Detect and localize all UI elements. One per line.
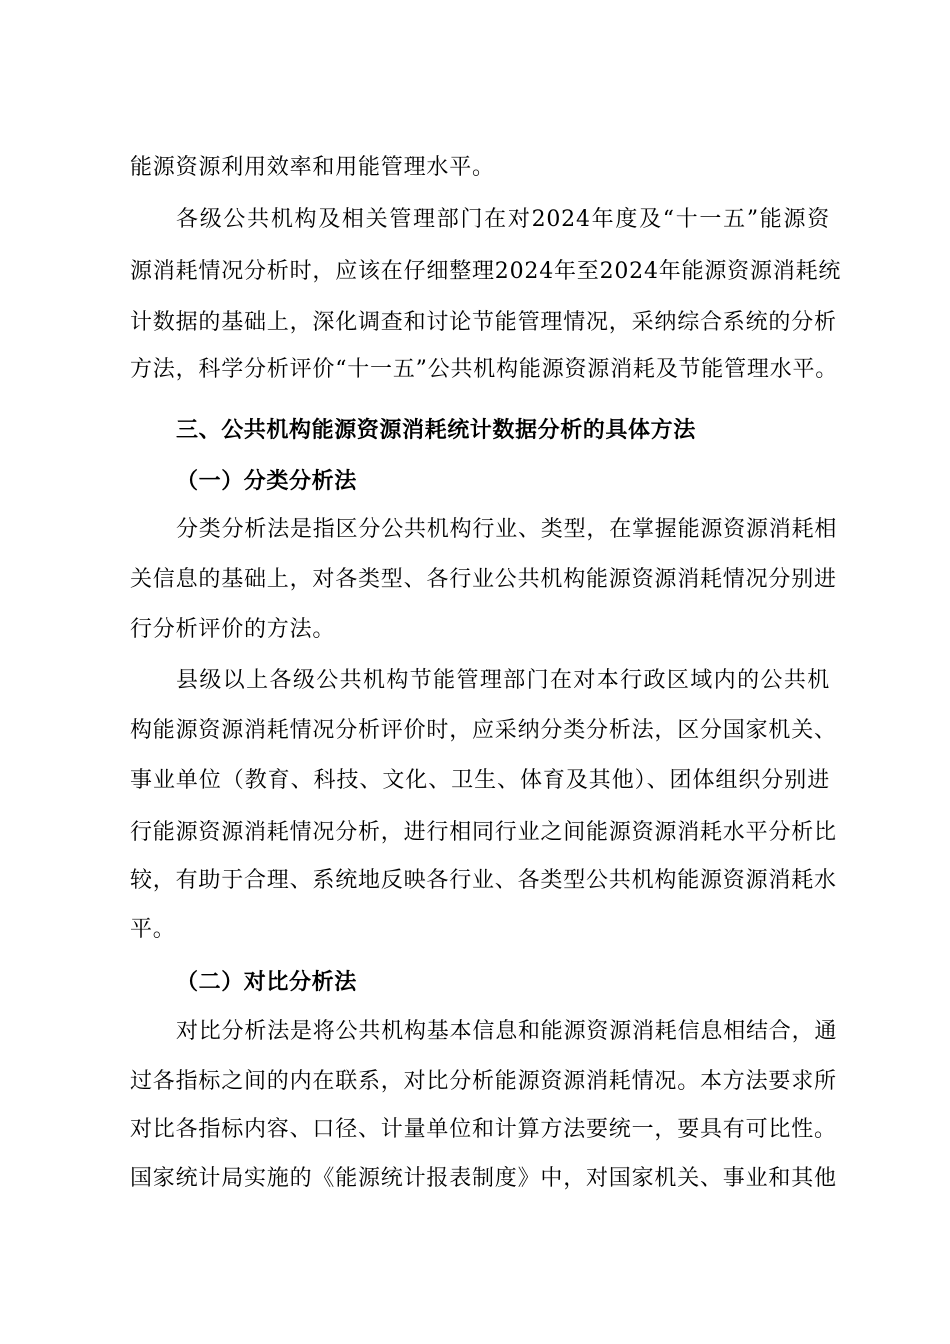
text-line: 源消耗情况分析时，应该在仔细整理2024年至2024年能源资源消耗统	[130, 259, 842, 284]
text-line: 构能源资源消耗情况分析评价时，应采纳分类分析法，区分国家机关、	[130, 718, 837, 743]
text-line: 关信息的基础上，对各类型、各行业公共机构能源资源消耗情况分别进	[130, 567, 837, 592]
text-line: 对比分析法是将公共机构基本信息和能源资源消耗信息相结合，通	[176, 1019, 838, 1044]
text-line: 平。	[130, 917, 176, 942]
text-line: 各级公共机构及相关管理部门在对2024年度及“十一五”能源资	[176, 207, 830, 232]
text-line: 行分析评价的方法。	[130, 617, 336, 642]
text-line: 较，有助于合理、系统地反映各行业、各类型公共机构能源资源消耗水	[130, 868, 837, 893]
section-heading: 三、公共机构能源资源消耗统计数据分析的具体方法	[176, 418, 696, 443]
text-line: 县级以上各级公共机构节能管理部门在对本行政区域内的公共机	[176, 668, 830, 693]
text-line: 国家统计局实施的《能源统计报表制度》中，对国家机关、事业和其他	[130, 1166, 837, 1191]
subsection-heading: （一）分类分析法	[176, 469, 357, 494]
text-line: 计数据的基础上，深化调查和讨论节能管理情况，采纳综合系统的分析	[130, 310, 837, 335]
text-line: 对比各指标内容、口径、计量单位和计算方法要统一，要具有可比性。	[130, 1117, 837, 1142]
text-line: 行能源资源消耗情况分析，进行相同行业之间能源资源消耗水平分析比	[130, 820, 837, 845]
text-line: 能源资源利用效率和用能管理水平。	[130, 155, 495, 180]
text-line: 过各指标之间的内在联系，对比分析能源资源消耗情况。本方法要求所	[130, 1069, 837, 1094]
text-line: 方法，科学分析评价“十一五”公共机构能源资源消耗及节能管理水平。	[130, 357, 839, 382]
text-line: 分类分析法是指区分公共机构行业、类型，在掌握能源资源消耗相	[176, 517, 838, 542]
subsection-heading: （二）对比分析法	[176, 970, 357, 995]
text-line: 事业单位（教育、科技、文化、卫生、体育及其他）、团体组织分别进	[130, 768, 830, 793]
